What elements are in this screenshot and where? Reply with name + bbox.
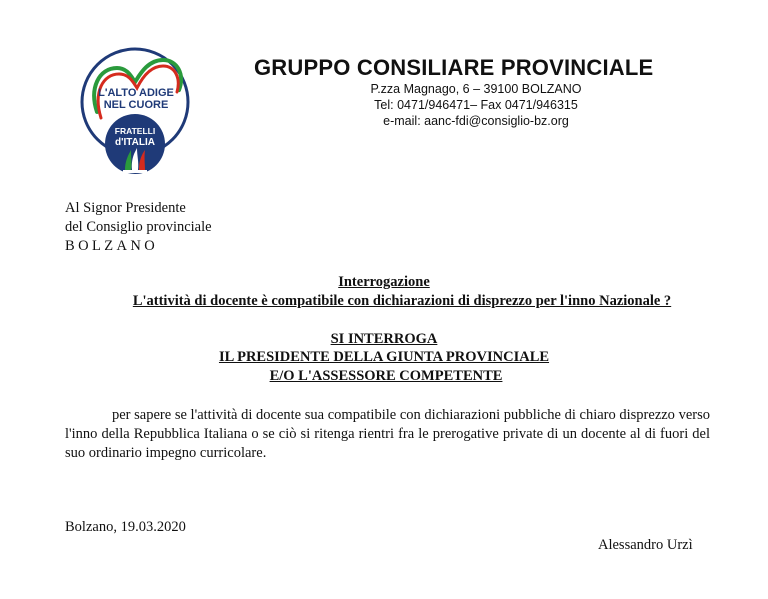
place-date: Bolzano, 19.03.2020	[65, 519, 186, 535]
organization-email: e-mail: aanc-fdi@consiglio-bz.org	[383, 114, 569, 128]
organization-phone: Tel: 0471/946471– Fax 0471/946315	[374, 98, 578, 112]
party-logo	[79, 40, 191, 190]
addressee-line-1: SI INTERROGA	[330, 331, 438, 347]
logo-party-line1: FRATELLI	[114, 126, 156, 136]
addressee-line-3: E/O L'ASSESSORE COMPETENTE	[269, 368, 503, 384]
recipient-line-1: Al Signor Presidente	[65, 200, 186, 216]
logo-line1: L'ALTO ADIGE	[98, 87, 174, 99]
logo-line2: NEL CUORE	[103, 99, 169, 111]
logo-party-line2: d'ITALIA	[115, 137, 155, 148]
recipient-line-2: del Consiglio provinciale	[65, 219, 212, 235]
document-type: Interrogazione	[338, 274, 430, 290]
recipient-city: BOLZANO	[65, 238, 159, 254]
organization-title: GRUPPO CONSILIARE PROVINCIALE	[254, 55, 654, 80]
signature-name: Alessandro Urzì	[598, 537, 693, 553]
body-paragraph: per sapere se l'attività di docente sua compatibile con dichiarazioni pubbliche di chiaro disprezzo verso l'inno della Repubblica Italiana o se ciò si ritenga rientri fra le prerogative private di un docente al di fuori del suo ordinario impegno curricolare.	[65, 407, 710, 461]
document-subject: L'attività di docente è compatibile con dichiarazioni di disprezzo per l'inno Nazionale ?	[132, 293, 672, 309]
organization-address: P.zza Magnago, 6 – 39100 BOLZANO	[370, 82, 582, 96]
addressee-line-2: IL PRESIDENTE DELLA GIUNTA PROVINCIALE	[218, 349, 550, 365]
